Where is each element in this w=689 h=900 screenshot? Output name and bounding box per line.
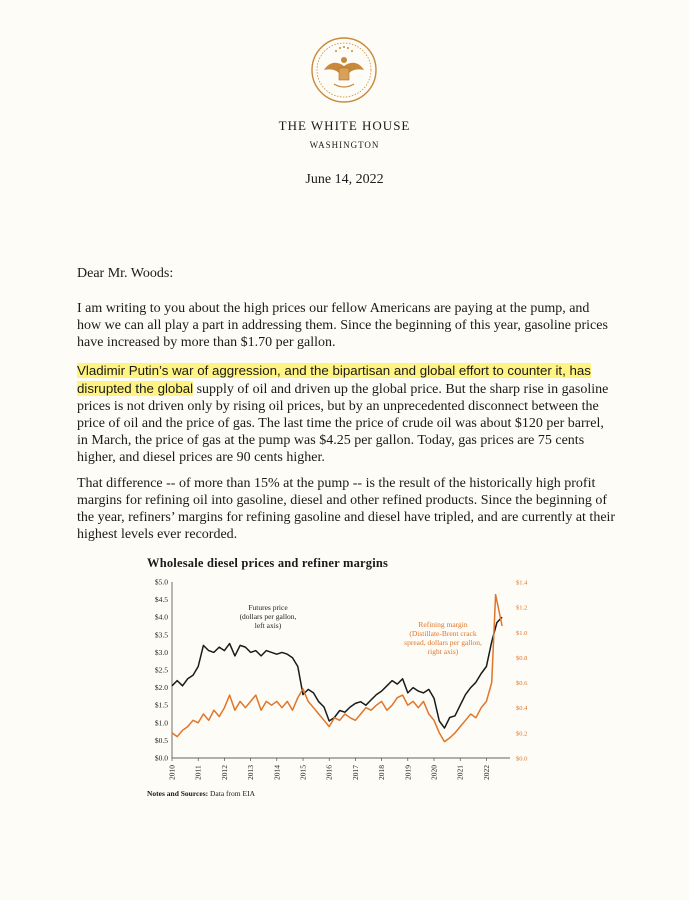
- org-city: WASHINGTON: [309, 140, 380, 150]
- x-tick-label: 2018: [377, 765, 387, 780]
- left-tick-label: $3.0: [154, 647, 168, 657]
- right-tick-label: $0.4: [516, 705, 528, 713]
- left-tick-label: $2.5: [154, 665, 168, 675]
- chart-notes-label: Notes and Sources:: [147, 789, 209, 798]
- x-tick-label: 2019: [403, 765, 413, 780]
- letter-date: June 14, 2022: [305, 172, 384, 187]
- left-tick-label: $4.0: [154, 612, 168, 622]
- left-tick-label: $3.5: [154, 630, 168, 640]
- right-tick-label: $0.0: [516, 755, 528, 763]
- right-tick-label: $1.2: [516, 604, 528, 612]
- margin-annotation: spread, dollars per gallon,: [404, 638, 482, 647]
- futures-annotation: (dollars per gallon,: [239, 612, 297, 621]
- paragraph-3: That difference -- of more than 15% at the pump -- is the result of the historically high profit margins for refining oil into gasoline, diesel and other refined products. Since the beginning of the year, refiners’ margins for refining gasoline and diesel have tripled, and are currently at their highest levels ever recorded.: [77, 476, 616, 542]
- left-tick-label: $2.0: [154, 683, 168, 693]
- x-tick-label: 2013: [246, 765, 256, 780]
- margin-annotation: right axis): [427, 647, 459, 656]
- x-tick-label: 2017: [350, 765, 360, 780]
- left-tick-label: $1.5: [154, 700, 168, 710]
- right-tick-label: $1.4: [516, 579, 528, 587]
- left-tick-label: $0.0: [154, 753, 168, 763]
- x-tick-label: 2011: [193, 765, 203, 780]
- left-tick-label: $5.0: [154, 577, 168, 587]
- presidential-seal-icon: [310, 36, 378, 104]
- paragraph-2-rest: supply of oil and driven up the global price. But the sharp rise in gasoline prices is not driven only by rising oil prices, but by an unprecedented disconnect between the price of oil and the price of gas. The last time the price of crude oil was about $120 per barrel, in March, the price of gas at the pump was $4.25 per gallon. Today, gas prices are 75 cents higher, and diesel prices are 90 cents higher.: [77, 382, 609, 465]
- x-tick-label: 2020: [429, 765, 439, 780]
- org-name: THE WHITE HOUSE: [278, 118, 411, 133]
- series-line-margin: [172, 595, 502, 742]
- chart-notes-text: Data from EIA: [208, 789, 255, 798]
- x-tick-label: 2022: [481, 765, 491, 780]
- right-tick-label: $0.2: [516, 730, 528, 738]
- x-tick-label: 2016: [324, 765, 334, 780]
- left-tick-label: $4.5: [154, 595, 168, 605]
- right-tick-label: $0.8: [516, 654, 528, 662]
- chart-notes: [147, 789, 255, 798]
- highlighted-text: Vladimir Putin’s war of aggression, and the bipartisan and global effort to counter it, has disrupted the global: [77, 363, 591, 396]
- paragraph-1: I am writing to you about the high prices our fellow Americans are paying at the pump, and how we can all play a part in addressing them. Since the beginning of this year, gasoline prices have increased by more than $1.70 per gallon.: [77, 301, 608, 350]
- futures-annotation: Futures price: [248, 603, 288, 612]
- right-tick-label: $0.6: [516, 680, 528, 688]
- paragraph-2: [77, 362, 617, 466]
- x-tick-label: 2021: [455, 765, 465, 780]
- x-tick-label: 2014: [272, 765, 282, 780]
- futures-annotation: left axis): [254, 621, 282, 630]
- margin-annotation: Refining margin: [418, 620, 468, 629]
- right-tick-label: $1.0: [516, 629, 528, 637]
- x-tick-label: 2015: [298, 765, 308, 780]
- left-tick-label: $0.5: [154, 735, 168, 745]
- left-tick-label: $1.0: [154, 718, 168, 728]
- diesel-margin-chart: [140, 572, 550, 787]
- margin-annotation: (Distillate-Brent crack: [409, 629, 477, 638]
- salutation: Dear Mr. Woods:: [77, 266, 174, 281]
- x-tick-label: 2012: [219, 765, 229, 780]
- chart-title: Wholesale diesel prices and refiner margins: [147, 556, 389, 570]
- x-tick-label: 2010: [167, 765, 177, 780]
